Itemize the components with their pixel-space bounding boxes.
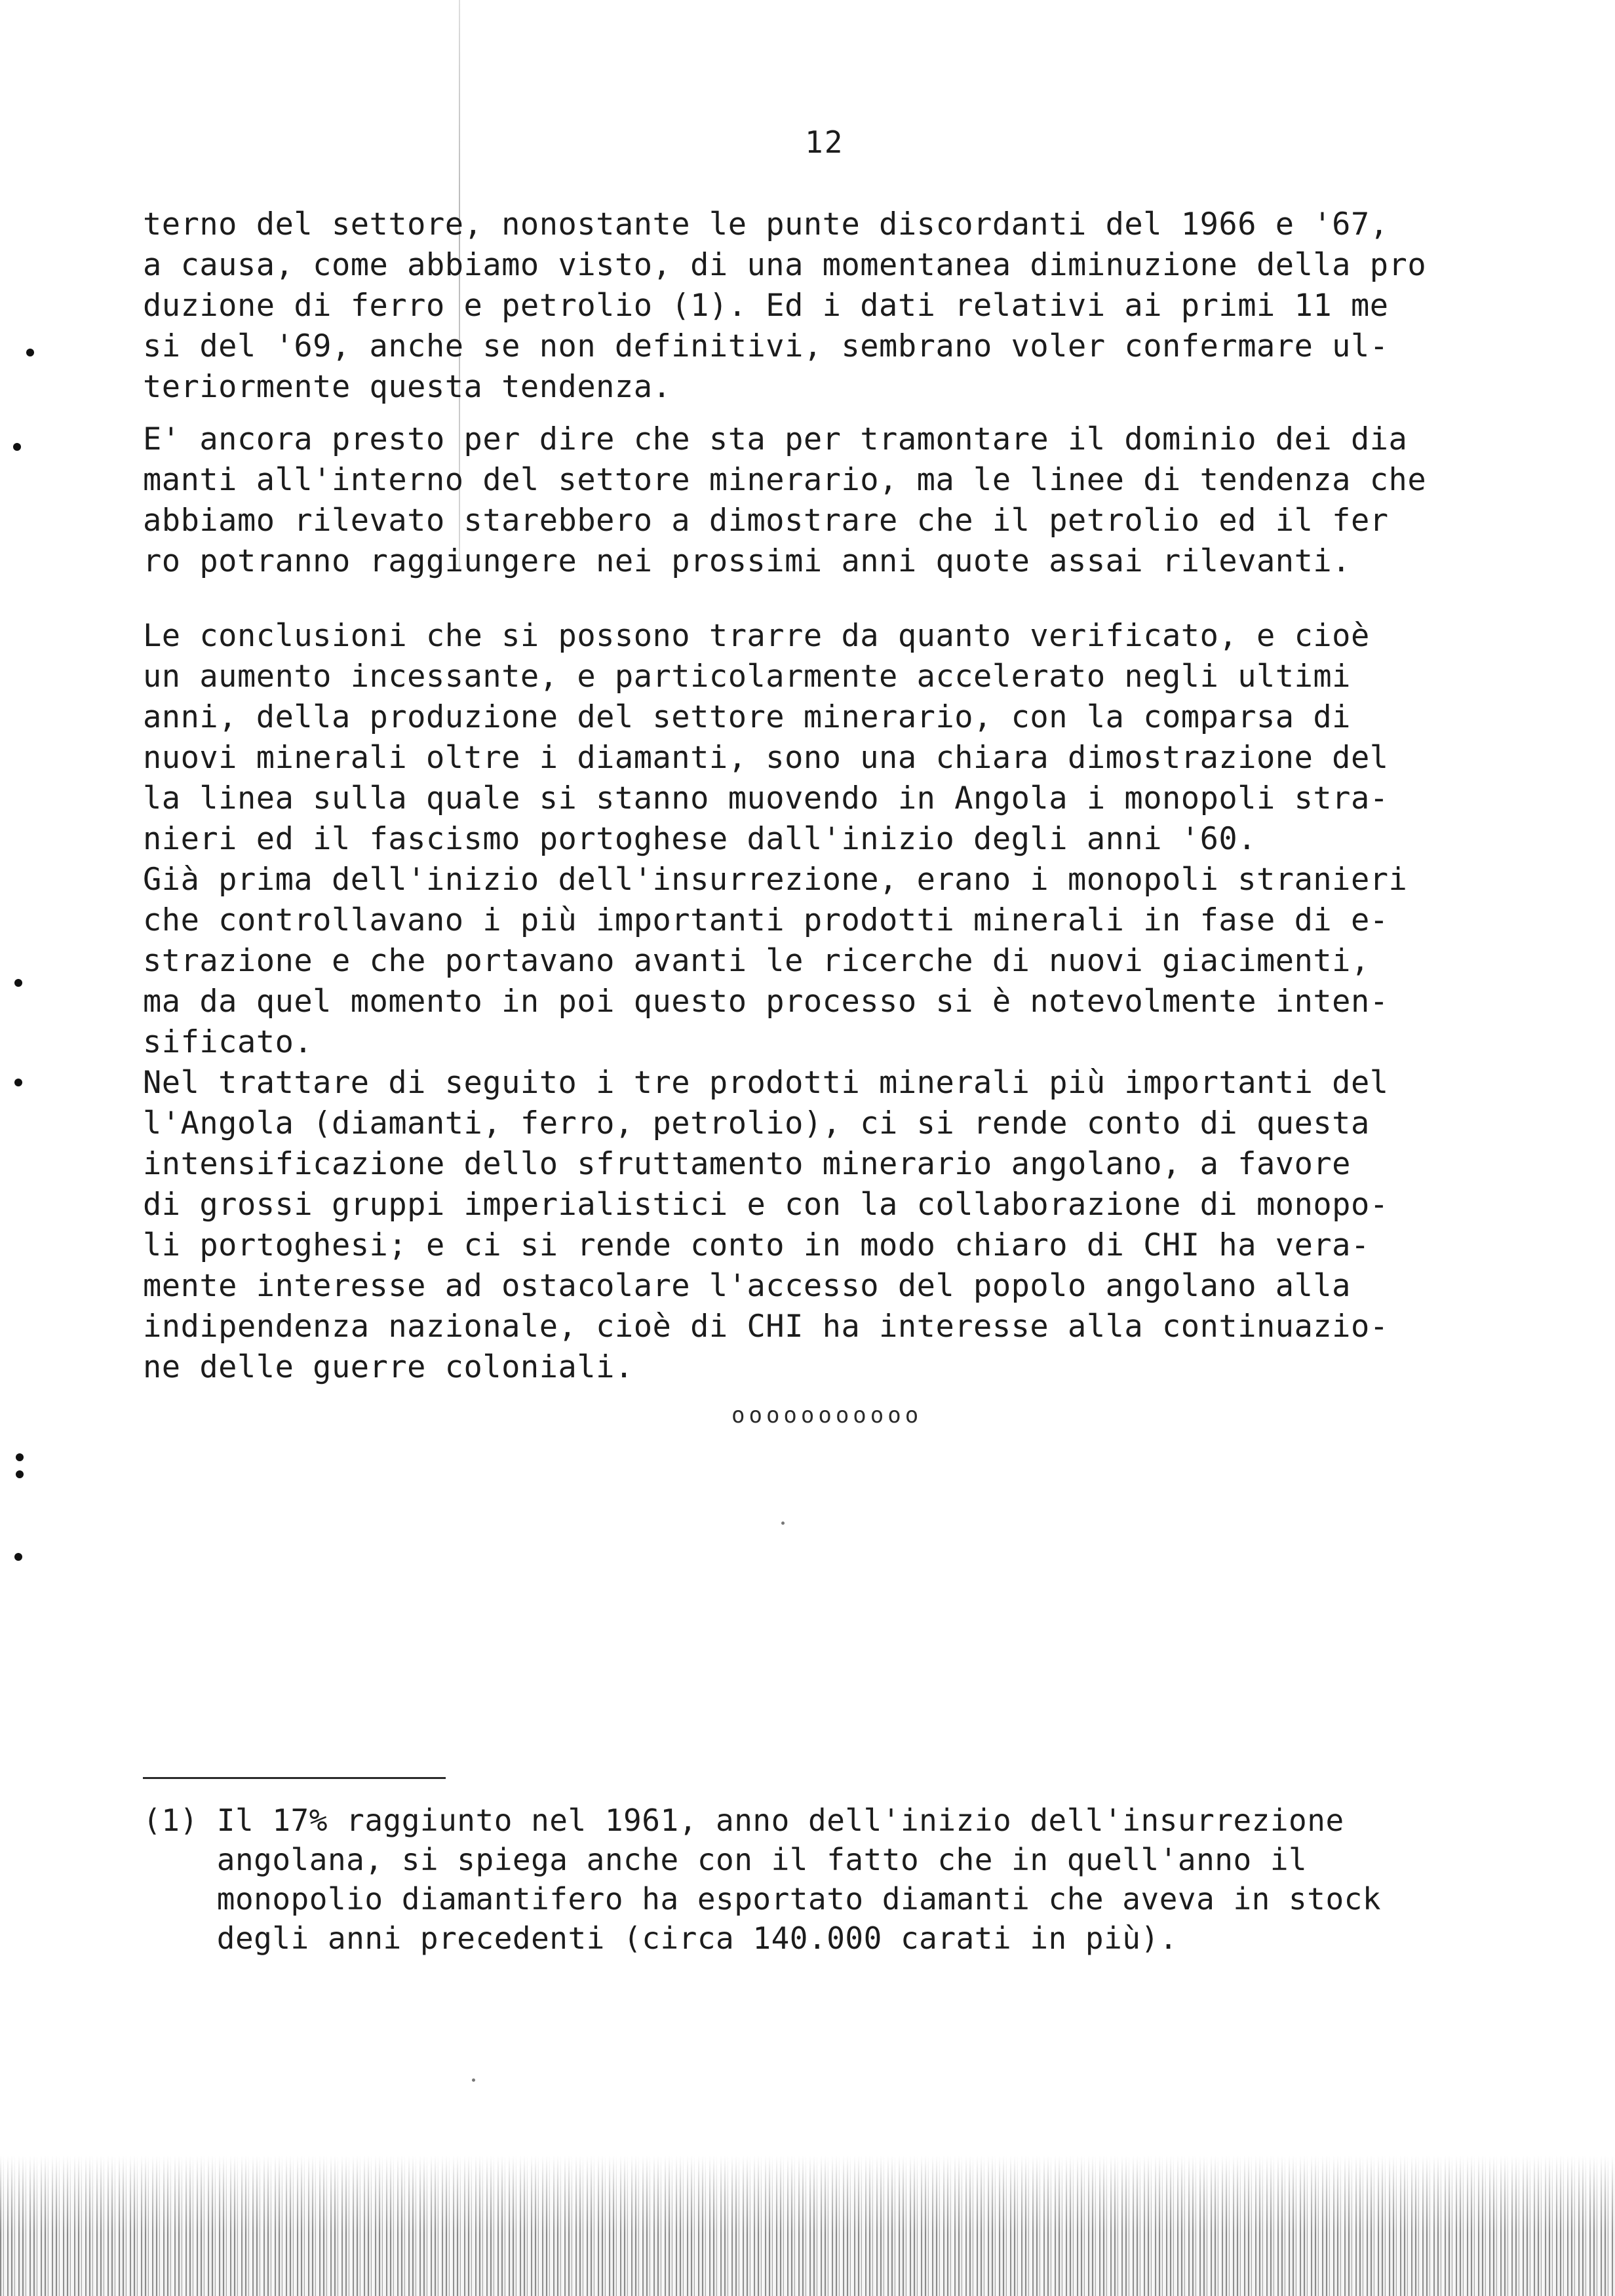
text-line: E' ancora presto per dire che sta per tramontare il dominio dei dia [143, 421, 1408, 457]
footnote-divider [143, 1777, 446, 1779]
margin-mark [26, 349, 34, 356]
text-line: che controllavano i più importanti prodotti minerali in fase di e- [143, 902, 1389, 938]
scan-speck [472, 2078, 475, 2082]
margin-mark [16, 1453, 24, 1461]
footnote-line: angolana, si spiega anche con il fatto che in quell'anno il [143, 1842, 1308, 1877]
text-line: un aumento incessante, e particolarmente accelerato negli ultimi [143, 659, 1351, 695]
text-line: a causa, come abbiamo visto, di una momentanea diminuzione della pro [143, 247, 1427, 283]
text-line: sificato. [143, 1024, 313, 1060]
text-line: nuovi minerali oltre i diamanti, sono una chiara dimostrazione del [143, 740, 1389, 776]
text-line: Già prima dell'inizio dell'insurrezione, erano i monopoli stranieri [143, 862, 1408, 898]
paragraph-2 [143, 419, 1506, 582]
margin-mark [14, 1079, 22, 1086]
text-line: indipendenza nazionale, cioè di CHI ha interesse alla continuazio- [143, 1309, 1389, 1345]
text-line: l'Angola (diamanti, ferro, petrolio), ci si rende conto di questa [143, 1105, 1370, 1141]
margin-mark [16, 1470, 24, 1478]
footnote-line: degli anni precedenti (circa 140.000 carati in più). [143, 1921, 1178, 1956]
text-line: abbiamo rilevato starebbero a dimostrare che il petrolio ed il fer [143, 503, 1389, 539]
text-line: Nel trattare di seguito i tre prodotti minerali più importanti del [143, 1065, 1389, 1101]
margin-mark [14, 979, 22, 987]
paragraph-1 [143, 204, 1506, 408]
footnote-line: (1) Il 17% raggiunto nel 1961, anno dell'inizio dell'insurrezione [143, 1803, 1344, 1838]
text-line: anni, della produzione del settore minerario, con la comparsa di [143, 699, 1351, 735]
text-line: Le conclusioni che si possono trarre da quanto verificato, e cioè [143, 618, 1370, 654]
text-line: ro potranno raggiungere nei prossimi anni quote assai rilevanti. [143, 543, 1351, 579]
text-line: ne delle guerre coloniali. [143, 1349, 634, 1385]
text-line: strazione e che portavano avanti le ricerche di nuovi giacimenti, [143, 943, 1370, 979]
margin-mark [13, 443, 21, 451]
footnote [143, 1801, 1506, 1958]
margin-mark [14, 1553, 22, 1561]
text-line: mente interesse ad ostacolare l'accesso del popolo angolano alla [143, 1268, 1351, 1304]
paragraph-3 [143, 616, 1506, 1388]
footnote-line: monopolio diamantifero ha esportato diamanti che aveva in stock [143, 1881, 1382, 1917]
scan-edge-fade [0, 2156, 1615, 2234]
text-line: nieri ed il fascismo portoghese dall'inizio degli anni '60. [143, 821, 1256, 857]
text-line: li portoghesi; e ci si rende conto in modo chiaro di CHI ha vera- [143, 1227, 1370, 1263]
text-line: intensificazione dello sfruttamento minerario angolano, a favore [143, 1146, 1351, 1182]
page-number: 12 [805, 124, 844, 160]
section-separator: ooooooooooo [731, 1402, 923, 1428]
text-line: la linea sulla quale si stanno muovendo in Angola i monopoli stra- [143, 780, 1389, 816]
scan-speck [781, 1521, 785, 1525]
text-line: ma da quel momento in poi questo processo si è notevolmente inten- [143, 984, 1389, 1020]
text-line: di grossi gruppi imperialistici e con la collaborazione di monopo- [143, 1187, 1389, 1223]
text-line: terno del settore, nonostante le punte discordanti del 1966 e '67, [143, 206, 1389, 242]
text-line: teriormente questa tendenza. [143, 369, 672, 405]
text-line: si del '69, anche se non definitivi, sembrano voler confermare ul- [143, 328, 1389, 364]
text-line: duzione di ferro e petrolio (1). Ed i dati relativi ai primi 11 me [143, 288, 1389, 324]
text-line: manti all'interno del settore minerario, ma le linee di tendenza che [143, 462, 1427, 498]
